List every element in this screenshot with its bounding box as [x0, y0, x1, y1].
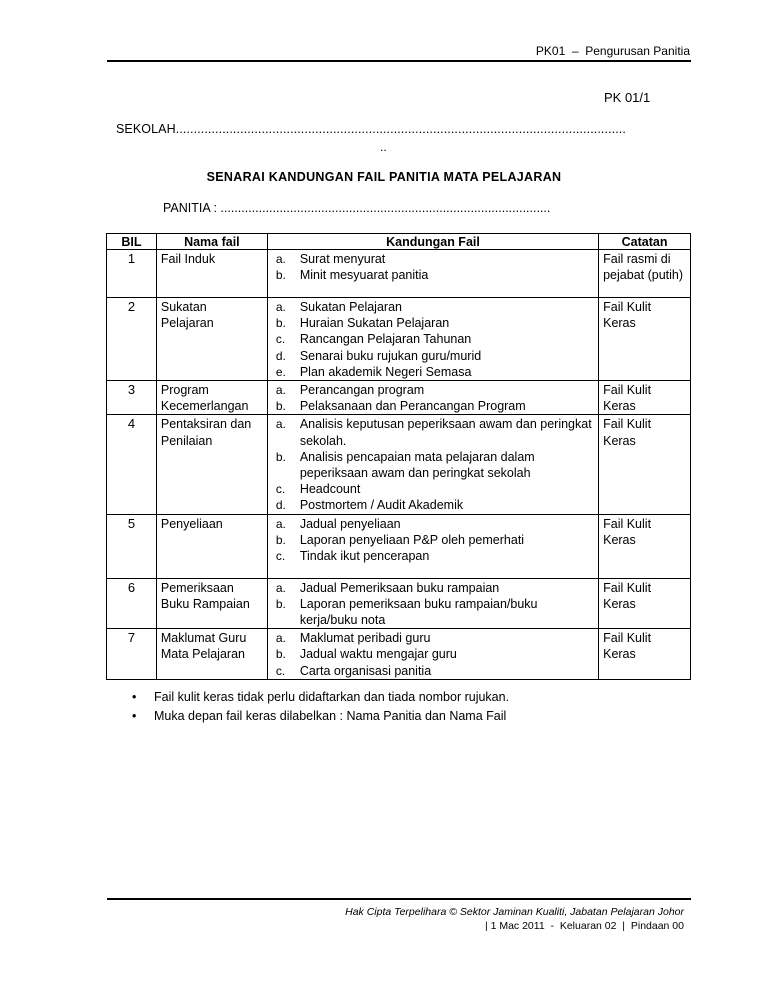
content-list	[276, 382, 594, 414]
note-text: Fail kulit keras tidak perlu didaftarkan dan tiada nombor rujukan.	[154, 690, 510, 704]
content-item	[276, 251, 594, 267]
item-letter: b.	[275, 316, 286, 331]
table-row	[107, 629, 691, 680]
item-text: Headcount	[299, 482, 361, 497]
row-kandungan-fail	[267, 250, 598, 298]
row-catatan: Fail Kulit Keras	[599, 578, 691, 629]
item-text: Analisis keputusan peperiksaan awam dan peringkat sekolah.	[299, 417, 592, 448]
item-letter: a.	[275, 516, 286, 531]
row-bil: 4	[107, 415, 157, 514]
content-item	[276, 663, 594, 679]
content-item	[276, 516, 594, 532]
content-item	[276, 416, 594, 448]
item-text: Surat menyurat	[299, 252, 386, 266]
item-letter: b.	[275, 268, 286, 283]
item-text: Jadual Pemeriksaan buku rampaian	[299, 580, 500, 595]
content-list	[276, 251, 594, 283]
row-nama-fail: Fail Induk	[156, 250, 267, 298]
item-letter: d.	[275, 348, 286, 363]
footer-copyright: Hak Cipta Terpelihara © Sektor Jaminan Kualiti, Jabatan Pelajaran Johor	[345, 906, 684, 918]
row-catatan: Fail Kulit Keras	[599, 629, 691, 680]
row-nama-fail: Maklumat Guru Mata Pelajaran	[156, 629, 267, 680]
table-row	[107, 250, 691, 298]
content-item	[276, 331, 594, 347]
note-text: Muka depan fail keras dilabelkan : Nama Panitia dan Nama Fail	[154, 709, 507, 723]
item-text: Huraian Sukatan Pelajaran	[299, 316, 450, 331]
item-letter: b.	[275, 449, 286, 464]
item-text: Pelaksanaan dan Perancangan Program	[299, 399, 526, 414]
header-rule	[107, 60, 691, 62]
row-nama-fail: Program Kecemerlangan	[156, 381, 267, 415]
content-list	[276, 416, 594, 513]
item-text: Senarai buku rujukan guru/murid	[299, 348, 482, 363]
content-item	[276, 481, 594, 497]
content-item	[276, 532, 594, 548]
item-letter: c.	[275, 663, 286, 678]
content-item	[276, 364, 594, 380]
row-kandungan-fail	[267, 578, 598, 629]
row-kandungan-fail	[267, 298, 598, 381]
content-item	[276, 449, 594, 481]
note-item	[132, 688, 509, 707]
document-code: PK 01/1	[604, 90, 651, 105]
sekolah-field-continuation: ..	[380, 140, 387, 154]
row-bil: 7	[107, 629, 157, 680]
row-catatan: Fail Kulit Keras	[599, 514, 691, 578]
footer-rule	[107, 898, 691, 900]
item-letter: a.	[275, 300, 286, 314]
item-text: Jadual penyeliaan	[299, 516, 401, 531]
note-item	[132, 707, 509, 726]
content-item	[276, 299, 594, 315]
content-item	[276, 267, 594, 283]
file-contents-table	[106, 233, 691, 680]
content-item	[276, 630, 594, 646]
row-bil: 2	[107, 298, 157, 381]
item-letter: c.	[275, 549, 286, 564]
item-letter: b.	[275, 532, 286, 547]
content-list	[276, 299, 594, 380]
item-letter: a.	[275, 383, 286, 398]
row-kandungan-fail	[267, 415, 598, 514]
notes-list	[132, 688, 509, 726]
item-text: Jadual waktu mengajar guru	[299, 647, 457, 662]
table-row	[107, 381, 691, 415]
content-list	[276, 516, 594, 565]
table-row	[107, 298, 691, 381]
content-item	[276, 315, 594, 331]
item-letter: c.	[275, 332, 286, 347]
table-header-row	[107, 234, 691, 250]
bullet-icon: •	[132, 709, 137, 723]
item-letter: b.	[275, 596, 286, 611]
row-kandungan-fail	[267, 514, 598, 578]
table-row	[107, 514, 691, 578]
row-nama-fail: Sukatan Pelajaran	[156, 298, 267, 381]
row-kandungan-fail	[267, 381, 598, 415]
table-row	[107, 415, 691, 514]
item-letter: a.	[275, 252, 286, 266]
item-text: Laporan penyeliaan P&P oleh pemerhati	[299, 532, 525, 547]
document-title: SENARAI KANDUNGAN FAIL PANITIA MATA PELAJARAN	[206, 170, 562, 184]
content-item	[276, 548, 594, 564]
table-row	[107, 578, 691, 629]
item-letter: b.	[275, 399, 286, 414]
item-letter: a.	[275, 417, 286, 432]
item-text: Rancangan Pelajaran Tahunan	[299, 332, 472, 347]
content-list	[276, 580, 594, 629]
header-bil: BIL	[107, 234, 157, 250]
item-text: Laporan pemeriksaan buku rampaian/buku kerja/buku nota	[299, 596, 538, 628]
content-item	[276, 646, 594, 662]
row-catatan: Fail Kulit Keras	[599, 381, 691, 415]
item-letter: a.	[275, 580, 286, 595]
row-nama-fail: Penyeliaan	[156, 514, 267, 578]
row-bil: 1	[107, 250, 157, 298]
row-kandungan-fail	[267, 629, 598, 680]
item-text: Tindak ikut pencerapan	[299, 549, 430, 564]
item-text: Analisis pencapaian mata pelajaran dalam peperiksaan awam dan peringkat sekolah	[299, 449, 535, 481]
content-item	[276, 497, 594, 513]
content-list	[276, 630, 594, 679]
item-letter: e.	[275, 364, 286, 379]
footer-version: | 1 Mac 2011 - Keluaran 02 | Pindaan 00	[484, 920, 684, 932]
header-kandungan-fail: Kandungan Fail	[267, 234, 598, 250]
bullet-icon: •	[132, 690, 137, 704]
item-text: Maklumat peribadi guru	[299, 631, 431, 646]
item-text: Plan akademik Negeri Semasa	[299, 364, 472, 379]
sekolah-field: SEKOLAH..............................................................................................................................	[116, 122, 626, 136]
row-catatan: Fail Kulit Keras	[599, 298, 691, 381]
item-letter: b.	[275, 647, 286, 662]
content-item	[276, 596, 594, 628]
item-text: Perancangan program	[299, 383, 425, 398]
row-catatan: Fail Kulit Keras	[599, 415, 691, 514]
row-nama-fail: Pentaksiran dan Penilaian	[156, 415, 267, 514]
item-letter: d.	[275, 498, 286, 513]
item-text: Postmortem / Audit Akademik	[299, 498, 464, 513]
row-bil: 6	[107, 578, 157, 629]
item-text: Carta organisasi panitia	[299, 663, 432, 678]
row-catatan: Fail rasmi di pejabat (putih)	[599, 250, 691, 298]
content-item	[276, 398, 594, 414]
item-letter: a.	[275, 631, 286, 646]
header-catatan: Catatan	[599, 234, 691, 250]
row-bil: 5	[107, 514, 157, 578]
item-text: Minit mesyuarat panitia	[299, 268, 429, 283]
content-item	[276, 348, 594, 364]
content-item	[276, 580, 594, 596]
row-bil: 3	[107, 381, 157, 415]
page-header: PK01 – Pengurusan Panitia	[535, 44, 690, 58]
item-letter: c.	[275, 482, 286, 497]
panitia-field: PANITIA : ...............................................................................................	[163, 201, 551, 215]
content-item	[276, 382, 594, 398]
header-nama-fail: Nama fail	[156, 234, 267, 250]
item-text: Sukatan Pelajaran	[299, 300, 402, 314]
row-nama-fail: Pemeriksaan Buku Rampaian	[156, 578, 267, 629]
